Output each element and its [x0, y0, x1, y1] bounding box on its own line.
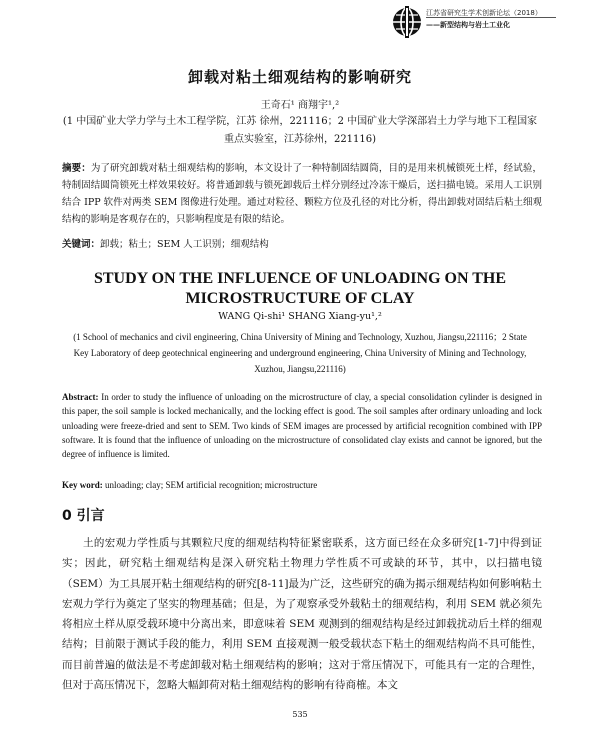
header-conference-theme: ——新型结构与岩土工业化 [426, 21, 510, 29]
page-number: 535 [292, 710, 308, 719]
chinese-title: 卸载对粘土细观结构的影响研究 [187, 68, 412, 86]
header-rule [426, 17, 556, 18]
english-keywords-text: unloading; clay; SEM artificial recognition; microstructure [102, 480, 318, 490]
english-affiliation: (1 School of mechanics and civil engineering, China University of Mining and Technology, Xuzhou, Jiangsu,221116；2 State Key Laboratory of deep geotechnical engineering and underground engineering, China University of Mining and Technology, Xuzhou, Jiangsu,221116) [73, 332, 527, 374]
chinese-authors: 王奇石¹ 商翔宇¹,² [260, 100, 340, 111]
section-heading: 0 引言 [62, 508, 105, 524]
chinese-keywords-label: 关键词： [62, 239, 101, 250]
chinese-keywords [62, 236, 542, 253]
chinese-abstract-label: 摘要： [62, 163, 91, 174]
chinese-keywords-text: 卸载；粘土；SEM 人工识别；细观结构 [100, 239, 269, 250]
english-authors: WANG Qi-shi¹ SHANG Xiang-yu¹,² [218, 311, 382, 322]
english-abstract-label: Abstract: [62, 392, 99, 402]
conference-globe-logo-icon [391, 6, 423, 38]
english-abstract [62, 390, 542, 461]
english-abstract-text: In order to study the influence of unloading on the microstructure of clay, a special consolidation cylinder is designed in this paper, the soil sample is locked mechanically, and the locking effect is good. The soil samples after ordinary unloading and lock unloading were freeze-dried and sent to SEM. Two kinds of SEM images are processed by artificial recognition combined with IPP software. It is found that the influence of unloading on the microstructure of consolidated clay exists and cannot be ignored, but the degree of influence is limited. [62, 392, 542, 460]
english-keywords [62, 478, 542, 492]
chinese-affiliation: (1 中国矿业大学力学与土木工程学院，江苏 徐州，221116；2 中国矿业大学深部岩土力学与地下工程国家重点实验室，江苏徐州，221116) [62, 116, 538, 145]
section-body: 土的宏观力学性质与其颗粒尺度的细观结构特征紧密联系，这方面已经在众多研究[1-7]中得到证实；因此，研究粘土细观结构是深入研究粘土物理力学性质不可或缺的环节，其中，以扫描电镜（SEM）为工具展开粘土细观结构的研究[8-11]最为广泛，这些研究的确为揭示细观结构如何影响粘土宏观力学行为奠定了坚实的物理基础；但是，为了观察承受外载粘土的细观结构，利用 SEM 就必须先将相应土样从原受载环境中分离出来，即意味着 SEM 观测到的细观结构是经过卸载扰动后土样的细观结构；目前限于测试手段的能力，利用 SEM 直接观测一般受载状态下粘土的细观结构尚不具可能性，而目前普遍的做法是不考虑卸载对粘土细观结构的影响；这对于常压情况下，可能具有一定的合理性，但对于高压情况下，忽略大幅卸荷对粘土细观结构的影响有待商榷。本文 [62, 537, 542, 692]
chinese-abstract [62, 160, 542, 228]
english-title: STUDY ON THE INFLUENCE OF UNLOADING ON THE MICROSTRUCTURE OF CLAY [93, 270, 507, 307]
header-conference-name: 江苏省研究生学术创新论坛（2018） [426, 9, 542, 17]
english-keywords-label: Key word: [62, 480, 103, 490]
chinese-abstract-text: 为了研究卸载对粘土细观结构的影响，本文设计了一种特制固结圆筒，目的是用来机械锁死土样，经试验，特制固结圆筒锁死土样效果较好。将普通卸载与锁死卸载后土样分别经过冷冻干燥后，送扫描电镜。采用人工识别结合 IPP 软件对两类 SEM 图像进行处理。通过对粒径、颗粒方位及孔径的对比分析，得出卸载对固结后粘土细观结构的影响是客观存在的，只影响程度是有限的结论。 [62, 163, 542, 225]
